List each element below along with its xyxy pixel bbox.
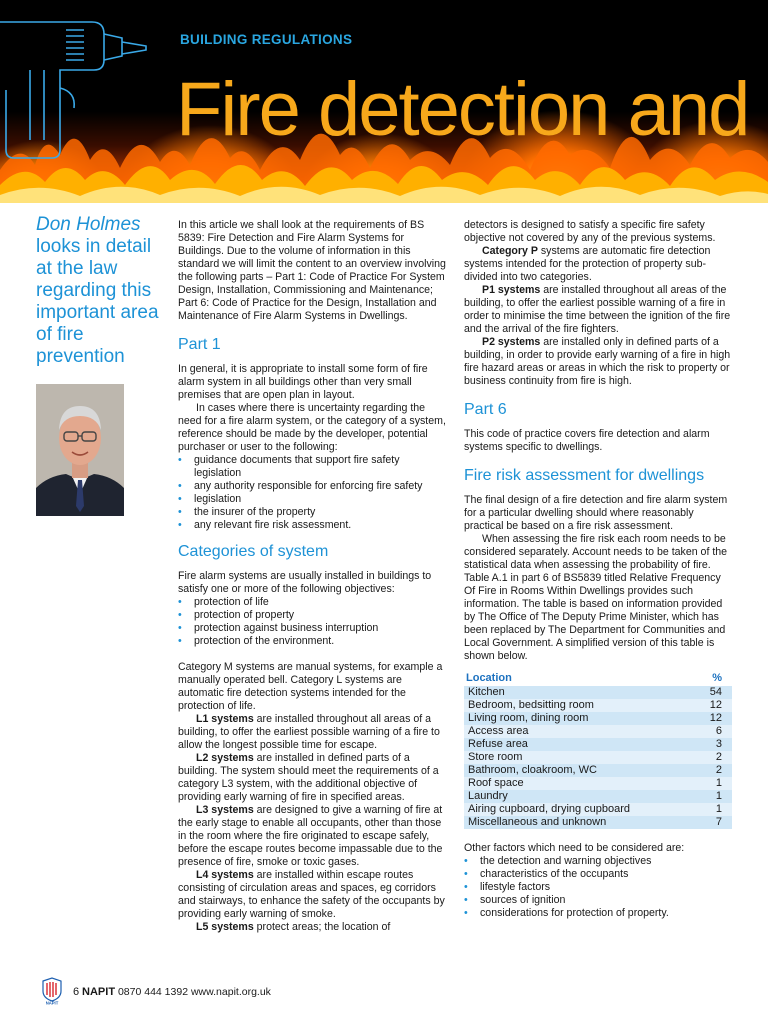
intro-paragraph: In this article we shall look at the requirements of BS 5839: Fire Detection and Fire Alarm Systems for Buildings. Due to the volume of information in this standard we will limit the content to an overview involving the following parts – Part 1: Code of Practice For System Design, Installation, Commissioning and Maintenance; Part 6: Code of Practice for the Design, Installation and Maintenance of Fire Alarm Systems in Dwellings. — [178, 219, 446, 322]
bullet-icon: • — [178, 493, 182, 505]
list-item: • any relevant fire risk assessment. — [178, 519, 352, 531]
list-item: • protection of life — [178, 596, 269, 608]
footer-text — [73, 986, 271, 998]
l2-paragraph: L2 systems are installed in defined parts of a building. The system should meet the requirements of a category L3 system, with the additional objective of providing early warning of fire in specified areas. — [178, 752, 439, 803]
header-banner — [0, 0, 768, 203]
part1-paragraph-b: In cases where there is uncertainty regarding the need for a fire alarm system, or the category of a system, reference should be made by the developer, potential purchaser or user to the following: — [178, 402, 446, 453]
categories-paragraph: Fire alarm systems are usually installed in buildings to satisfy one or more of the following objectives: — [178, 570, 432, 595]
drill-outline-icon — [0, 0, 160, 170]
standfirst — [36, 214, 168, 368]
table-row: Living room, dining room 12 — [464, 712, 732, 725]
footer-phone: 0870 444 1392 — [117, 986, 189, 998]
page-number: 6 — [73, 986, 80, 998]
list-item: • considerations for protection of property. — [464, 907, 669, 919]
list-item: • protection of property — [178, 609, 295, 621]
table-row: Bathroom, cloakroom, WC 2 — [464, 764, 732, 777]
part1-paragraph-a: In general, it is appropriate to install some form of fire alarm system in all buildings other than very small premises that are open plan in layout. — [178, 363, 428, 401]
footer-brand: NAPIT — [82, 986, 116, 998]
bullet-icon: • — [464, 907, 468, 919]
bullet-icon: • — [178, 609, 182, 621]
bullet-icon: • — [464, 868, 468, 880]
list-item: • protection of the environment. — [178, 635, 335, 647]
part6-paragraph: This code of practice covers fire detection and alarm systems specific to dwellings. — [464, 428, 710, 453]
table-row: Laundry 1 — [464, 790, 732, 803]
l3-paragraph: L3 systems are designed to give a warning of fire at the early stage to enable all occupants, other than those in the room where the fire originated to escape safely, before the escape routes become impassable due to the presence of fire, smoke or toxic gases. — [178, 804, 443, 868]
table-row: Roof space 1 — [464, 777, 732, 790]
continued-paragraph: detectors is designed to satisfy a specific fire safety objective not covered by any of the previous systems. — [464, 219, 716, 244]
author-name: Don Holmes — [36, 214, 141, 235]
heading-categories: Categories of system — [178, 543, 329, 560]
standfirst-text: looks in detail at the law regarding this important area of fire prevention — [36, 236, 159, 367]
heading-risk-assessment: Fire risk assessment for dwellings — [464, 467, 705, 484]
table-row: Refuse area 3 — [464, 738, 732, 751]
bullet-icon: • — [178, 519, 182, 531]
list-item: • lifestyle factors — [464, 881, 551, 893]
list-item: • legislation — [178, 493, 242, 505]
bullet-icon: • — [178, 622, 182, 634]
table-row: Store room 2 — [464, 751, 732, 764]
risk-paragraph-a: The final design of a fire detection and fire alarm system for a particular dwelling should where reasonably practical be based on a fire risk assessment. — [464, 494, 728, 532]
l1-paragraph: L1 systems are installed throughout all areas of a building, to offer the earliest possible warning of a fire to allow the longest possible time for escape. — [178, 713, 440, 751]
list-item: • guidance documents that support fire safety legislation — [178, 454, 400, 479]
category-m-paragraph: Category M systems are manual systems, for example a manually operated bell. Category L systems are automatic fire detection systems intended for the protection of life. — [178, 661, 443, 712]
factors-list — [464, 855, 732, 920]
other-factors-paragraph: Other factors which need to be considered are: — [464, 842, 685, 854]
objectives-list — [178, 596, 448, 648]
table-row: Airing cupboard, drying cupboard 1 — [464, 803, 732, 816]
bullet-icon: • — [178, 596, 182, 608]
table-row: Miscellaneous and unknown 7 — [464, 816, 732, 829]
bullet-icon: • — [464, 881, 468, 893]
author-photo — [36, 384, 124, 516]
l4-paragraph: L4 systems are installed within escape routes consisting of circulation areas and spaces, eg corridors and stairways, to enhance the safety of the occupants by providing early warning of smoke. — [178, 869, 445, 920]
table-row: Bedroom, bedsitting room 12 — [464, 699, 732, 712]
bullet-icon: • — [178, 506, 182, 518]
p1-paragraph: P1 systems are installed throughout all areas of the building, to offer the earliest possible warning of a fire in order to minimise the time between the ignition of the fire and the arrival of the fire fighters. — [464, 284, 731, 335]
author-portrait-image — [36, 384, 124, 516]
list-item: • sources of ignition — [464, 894, 566, 906]
napit-logo-icon — [40, 977, 64, 1005]
table-row: Kitchen 54 — [464, 686, 732, 699]
bullet-icon: • — [178, 454, 182, 466]
section-kicker: BUILDING REGULATIONS — [180, 32, 353, 47]
bullet-icon: • — [178, 480, 182, 492]
list-item: • any authority responsible for enforcing fire safety — [178, 480, 423, 492]
risk-paragraph-b: When assessing the fire risk each room needs to be considered separately. Account needs to be taken of the statistical data when assessing the probability of fire. Table A.1 in part 6 of BS5839 titled Relative Frequency Of Fire in Rooms Within Dwellings provides such information. The table is based on information provided by The Office of The Deputy Prime Minister, which has been replaced by The Department for Communities and Local Government. A simplified version of this table is shown below. — [464, 533, 728, 662]
p2-paragraph: P2 systems are installed only in defined parts of a building, in order to provide early warning of a fire in high fire hazard areas or areas in which the risk to property or business continuity from fire is high. — [464, 336, 731, 387]
bullet-icon: • — [464, 855, 468, 867]
reference-list — [178, 454, 448, 532]
footer-url[interactable]: www.napit.org.uk — [190, 986, 271, 998]
list-item: • characteristics of the occupants — [464, 868, 629, 880]
bullet-icon: • — [178, 635, 182, 647]
list-item: • the insurer of the property — [178, 506, 316, 518]
table-row: Access area 6 — [464, 725, 732, 738]
bullet-icon: • — [464, 894, 468, 906]
category-p-paragraph: Category P systems are automatic fire detection systems intended for the protection of property sub-divided into two categories. — [464, 245, 711, 283]
list-item: • the detection and warning objectives — [464, 855, 652, 867]
column-1 — [178, 219, 448, 934]
column-header-location: Location — [466, 672, 512, 684]
heading-part-6: Part 6 — [464, 401, 507, 418]
column-header-percent: % — [712, 672, 722, 684]
table-header-row — [464, 671, 732, 686]
page-title: Fire detection and — [176, 67, 749, 152]
list-item: • protection against business interruption — [178, 622, 379, 634]
svg-text:NAPIT: NAPIT — [45, 1000, 59, 1005]
heading-part-1: Part 1 — [178, 336, 221, 353]
l5-paragraph: L5 systems protect areas; the location of — [196, 921, 391, 933]
fire-frequency-table — [464, 671, 732, 829]
column-2 — [464, 219, 732, 920]
